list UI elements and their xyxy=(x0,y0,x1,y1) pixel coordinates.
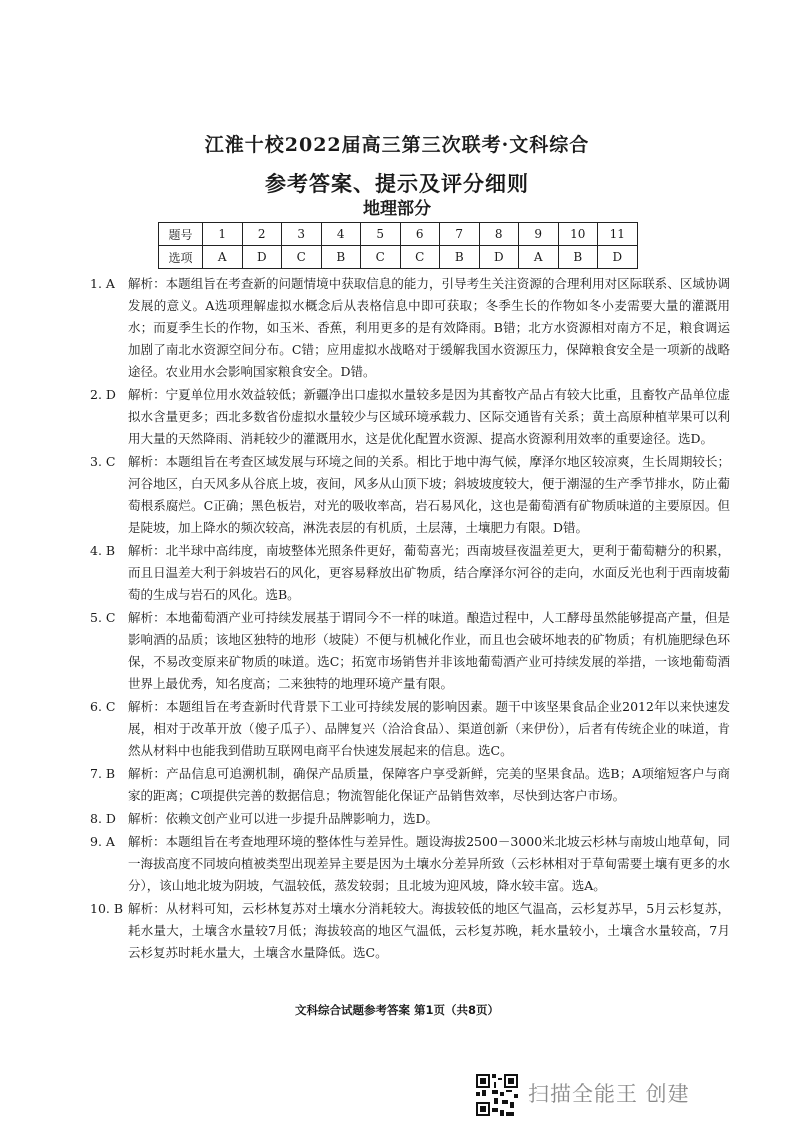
answer-item xyxy=(90,808,730,830)
answer-number: 6. C xyxy=(90,699,116,714)
section-heading: 地理部分 xyxy=(363,199,431,219)
table-cell: 2 xyxy=(242,223,282,246)
answer-table xyxy=(158,222,638,269)
answer-number: 8. D xyxy=(90,811,116,826)
table-cell: A xyxy=(519,246,559,269)
table-cell: 5 xyxy=(361,223,401,246)
answer-number: 1. A xyxy=(90,276,115,291)
answer-text: 解析：宁夏单位用水效益较低；新疆净出口虚拟水量较多是因为其畜牧产品占有较大比重，且畜牧产品单位虚拟水含量更多；西北多数省份虚拟水量较少与区域环境承载力、区际交通皆有关系；黄土高原种植苹果可以利用大量的天然降雨、消耗较少的灌溉用水，这是优化配置水资源、提高水资源利用效率的重要途径。选D。 xyxy=(128,387,730,446)
answer-number: 4. B xyxy=(90,543,116,558)
answer-number: 2. D xyxy=(90,387,116,402)
table-cell: B xyxy=(440,246,480,269)
table-cell: 6 xyxy=(400,223,440,246)
answer-item xyxy=(90,898,730,964)
table-cell: 8 xyxy=(479,223,519,246)
table-cell: B xyxy=(558,246,598,269)
answer-text: 解析：本题组旨在考查区域发展与环境之间的关系。相比于地中海气候，摩泽尔地区较凉爽，生长周期较长；河谷地区，白天风多从谷底上坡，夜间，风多从山顶下坡；斜坡坡度较大，便于潮湿的生产季节排水，防止葡萄根系腐烂。C正确；黑色板岩，对光的吸收率高，岩石易风化，这也是葡萄酒有矿物质味道的主要原因。但是陡坡，加上降水的频次较高，淋洗表层的有机质，土层薄，土壤肥力有限。D错。 xyxy=(128,454,730,535)
answer-text: 解析：产品信息可追溯机制，确保产品质量，保障客户享受新鲜，完美的坚果食品。选B；A项缩短客户与商家的距离；C项提供完善的数据信息；物流智能化保证产品销售效率，尽快到达客户市场。 xyxy=(128,766,730,803)
answer-table-row-numbers xyxy=(159,223,638,246)
answer-explanations xyxy=(90,273,730,965)
table-cell: 4 xyxy=(321,223,361,246)
answer-table-row-choices xyxy=(159,246,638,269)
answer-text: 解析：依赖文创产业可以进一步提升品牌影响力，选D。 xyxy=(128,811,439,826)
answer-item xyxy=(90,763,730,807)
answer-item xyxy=(90,384,730,450)
table-cell: 11 xyxy=(598,223,638,246)
table-cell: D xyxy=(479,246,519,269)
answer-text: 解析：北半球中高纬度，南坡整体光照条件更好，葡萄喜光；西南坡昼夜温差更大，更利于葡萄糖分的积累，而且日温差大利于斜坡岩石的风化，更容易释放出矿物质，结合摩泽尔河谷的走向，水面反光也利于西南坡葡萄的生成与岩石的风化。选B。 xyxy=(128,543,730,602)
answer-number: 5. C xyxy=(90,610,116,625)
table-cell: 9 xyxy=(519,223,559,246)
answer-number: 10. B xyxy=(90,901,124,916)
table-cell: 3 xyxy=(282,223,322,246)
page-footer: 文科综合试题参考答案 第1页（共8页） xyxy=(294,1003,499,1017)
answer-number: 9. A xyxy=(90,834,115,849)
table-cell: D xyxy=(598,246,638,269)
table-cell: 1 xyxy=(203,223,243,246)
answer-item xyxy=(90,607,730,695)
answer-item xyxy=(90,451,730,539)
page-subtitle: 参考答案、提示及评分细则 xyxy=(265,171,529,196)
scanner-watermark: 扫描全能王 创建 xyxy=(528,1082,690,1106)
answer-text: 解析：本地葡萄酒产业可持续发展基于谓同今不一样的味道。酿造过程中，人工酵母虽然能够提高产量，但是影响酒的品质；该地区独特的地形（坡陡）不便与机械化作业，而且也会破坏地表的矿物质；有机施肥绿色环保，不易改变原来矿物质的味道。选C；拓宽市场销售并非该地葡萄酒产业可持续发展的举措，一该地葡萄酒世界上最优秀，知名度高；二来独特的地理环境产量有限。 xyxy=(128,610,730,691)
table-cell: B xyxy=(321,246,361,269)
table-row-label: 题号 xyxy=(159,223,203,246)
table-cell: C xyxy=(361,246,401,269)
page-title: 江淮十校2022届高三第三次联考·文科综合 xyxy=(204,134,590,156)
answer-text: 解析：本题组旨在考查新的问题情境中获取信息的能力，引导考生关注资源的合理利用对区际联系、区域协调发展的意义。A选项理解虚拟水概念后从表格信息中即可获取；冬季生长的作物如冬小麦需要大量的灌溉用水；而夏季生长的作物，如玉米、香蕉，利用更多的是有效降雨。B错；北方水资源相对南方不足，粮食调运加剧了南北水资源空间分布。C错；应用虚拟水战略对于缓解我国水资源压力，保障粮食安全是一项新的战略途径。农业用水会影响国家粮食安全。D错。 xyxy=(128,276,730,379)
answer-item xyxy=(90,696,730,762)
table-cell: D xyxy=(242,246,282,269)
table-cell: 10 xyxy=(558,223,598,246)
table-cell: C xyxy=(400,246,440,269)
answer-text: 解析：本题组旨在考查地理环境的整体性与差异性。题设海拔2500－3000米北坡云杉林与南坡山地草甸，同一海拔高度不同坡向植被类型出现差异主要是因为土壤水分差异所致（云杉林相对于草甸需要土壤有更多的水分），该山地北坡为阴坡，气温较低，蒸发较弱；且北坡为迎风坡，降水较丰富。选A。 xyxy=(128,834,730,893)
table-cell: C xyxy=(282,246,322,269)
qr-code-icon xyxy=(476,1074,518,1116)
answer-text: 解析：本题组旨在考查新时代背景下工业可持续发展的影响因素。题干中该坚果食品企业2012年以来快速发展，相对于改革开放（傻子瓜子）、品牌复兴（洽洽食品）、渠道创新（来伊份），后者有传统企业的味道，肯然从材料中也能我到借助互联网电商平台快速发展起来的信息。选C。 xyxy=(128,699,730,758)
table-cell: A xyxy=(203,246,243,269)
answer-number: 7. B xyxy=(90,766,116,781)
answer-item xyxy=(90,831,730,897)
answer-text: 解析：从材料可知，云杉林复苏对土壤水分消耗较大。海拔较低的地区气温高，云杉复苏早，5月云杉复苏，耗水量大，土壤含水量较7月低；海拔较高的地区气温低，云杉复苏晚，耗水量较小，土壤含水量较高，7月云杉复苏时耗水量大，土壤含水量降低。选C。 xyxy=(128,901,730,960)
table-cell: 7 xyxy=(440,223,480,246)
answer-item xyxy=(90,540,730,606)
answer-item xyxy=(90,273,730,383)
table-row-label: 选项 xyxy=(159,246,203,269)
answer-number: 3. C xyxy=(90,454,116,469)
